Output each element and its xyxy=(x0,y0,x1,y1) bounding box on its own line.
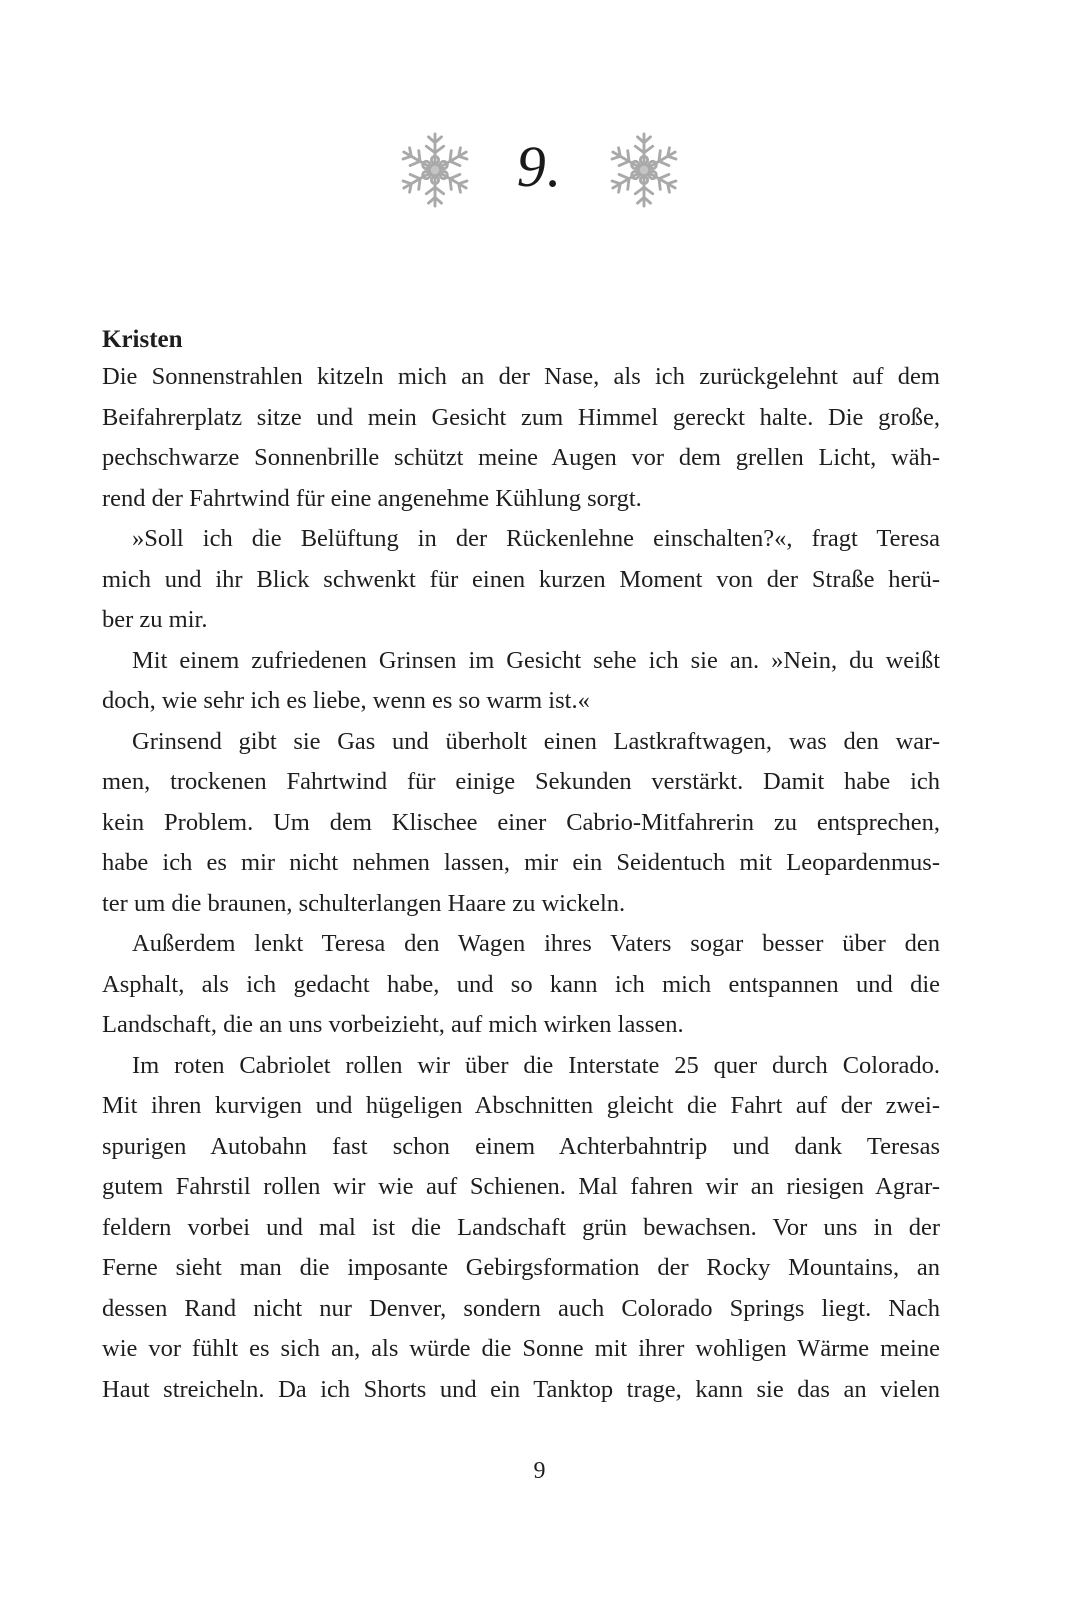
text-line: Grinsend gibt sie Gas und überholt einen Lastkraftwagen, was den war- xyxy=(132,727,940,755)
text-line: Asphalt, als ich gedacht habe, und so kann ich mich entspannen und die xyxy=(102,970,940,998)
text-line: Landschaft, die an uns vorbeizieht, auf mich wirken lassen. xyxy=(102,1011,684,1038)
text-line: ber zu mir. xyxy=(102,606,208,633)
text-line: Haut streicheln. Da ich Shorts und ein Tanktop trage, kann sie das an vielen xyxy=(102,1375,940,1403)
chapter-number: 9. xyxy=(516,134,563,199)
text-line: feldern vorbei und mal ist die Landschaft grün bewachsen. Vor uns in der xyxy=(102,1213,940,1241)
text-line: pechschwarze Sonnenbrille schützt meine Augen vor dem grellen Licht, wäh- xyxy=(102,444,940,471)
text-line: Beifahrerplatz sitze und mein Gesicht zum Himmel gereckt halte. Die große, xyxy=(102,403,940,431)
snowflake-icon xyxy=(608,129,680,211)
text-line: rend der Fahrtwind für eine angenehme Kühlung sorgt. xyxy=(102,484,642,512)
text-line: Ferne sieht man die imposante Gebirgsformation der Rocky Mountains, an xyxy=(102,1254,940,1281)
text-line: spurigen Autobahn fast schon einem Achterbahntrip und dank Teresas xyxy=(102,1132,940,1160)
text-line: dessen Rand nicht nur Denver, sondern auch Colorado Springs liegt. Nach xyxy=(102,1294,940,1322)
text-line: Im roten Cabriolet rollen wir über die Interstate 25 quer durch Colorado. xyxy=(132,1051,940,1079)
section-speaker-heading: Kristen xyxy=(102,326,183,353)
text-line: Außerdem lenkt Teresa den Wagen ihres Vaters sogar besser über den xyxy=(132,930,940,957)
text-line: kein Problem. Um dem Klischee einer Cabrio-Mitfahrerin zu entsprechen, xyxy=(102,808,940,836)
text-line: »Soll ich die Belüftung in der Rückenlehne einschalten?«, fragt Teresa xyxy=(132,525,940,552)
text-line: wie vor fühlt es sich an, als würde die Sonne mit ihrer wohligen Wärme meine xyxy=(102,1335,940,1362)
text-line: gutem Fahrstil rollen wir wie auf Schienen. Mal fahren wir an riesigen Agrar- xyxy=(102,1173,940,1200)
text-line: doch, wie sehr ich es liebe, wenn es so warm ist.« xyxy=(102,687,590,714)
text-line: habe ich es mir nicht nehmen lassen, mir ein Seidentuch mit Leopardenmus- xyxy=(102,849,940,876)
paragraph-lines xyxy=(102,357,940,1410)
text-line: Mit einem zufriedenen Grinsen im Gesicht sehe ich sie an. »Nein, du weißt xyxy=(132,646,940,674)
body-text xyxy=(102,323,940,1410)
text-line: ter um die braunen, schulterlangen Haare zu wickeln. xyxy=(102,889,626,917)
text-line: Mit ihren kurvigen und hügeligen Abschnitten gleicht die Fahrt auf der zwei- xyxy=(102,1092,940,1119)
chapter-heading xyxy=(0,128,1079,212)
text-line: men, trockenen Fahrtwind für einige Sekunden verstärkt. Damit habe ich xyxy=(102,768,940,795)
page-number: 9 xyxy=(533,1458,546,1484)
text-line: mich und ihr Blick schwenkt für einen kurzen Moment von der Straße herü- xyxy=(102,565,940,593)
text-line: Die Sonnenstrahlen kitzeln mich an der Nase, als ich zurückgelehnt auf dem xyxy=(102,363,940,390)
snowflake-icon xyxy=(399,129,471,211)
